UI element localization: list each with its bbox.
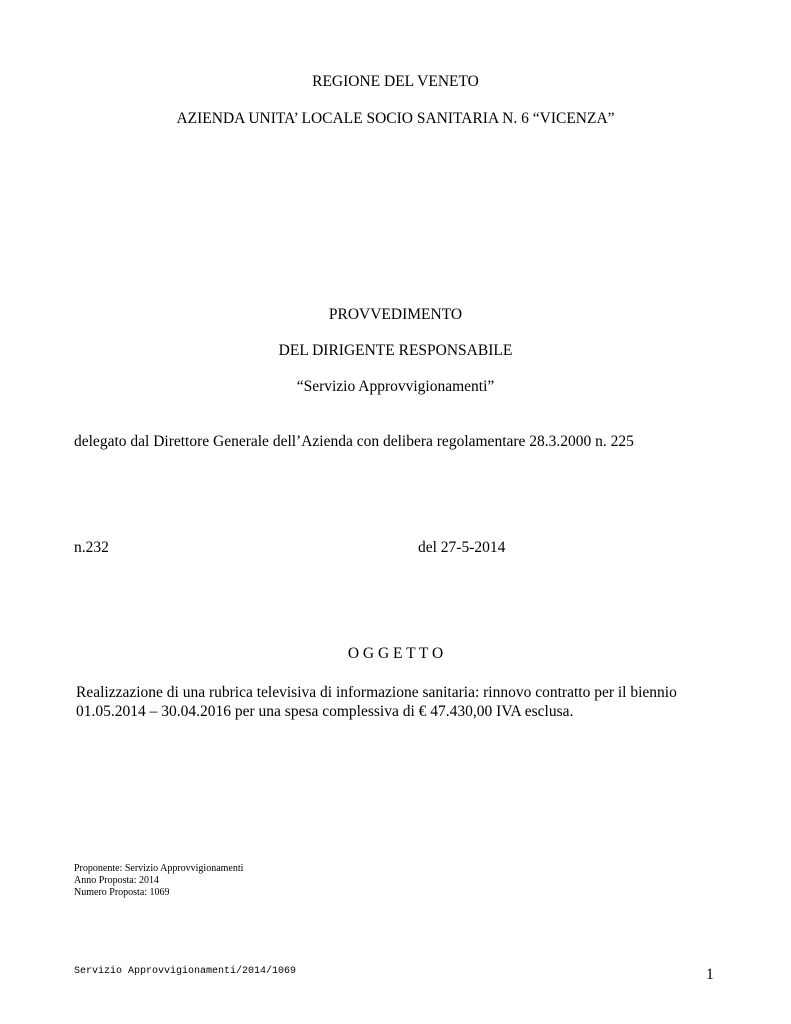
act-number: n.232 [74, 539, 109, 556]
subject-line-2: 01.05.2014 – 30.04.2016 per una spesa complessiva di € 47.430,00 IVA esclusa. [76, 703, 574, 720]
act-date: del 27-5-2014 [418, 539, 506, 556]
proposal-year: Anno Proposta: 2014 [74, 875, 159, 886]
service-title: “Servizio Approvvigionamenti” [296, 378, 495, 395]
subject-heading: O G G E T T O [347, 645, 444, 662]
provision-title: PROVVEDIMENTO [328, 306, 463, 323]
proposal-number: Numero Proposta: 1069 [74, 887, 170, 898]
footer-reference: Servizio Approvvigionamenti/2014/1069 [74, 966, 297, 977]
subject-line-1: Realizzazione di una rubrica televisiva di informazione sanitaria: rinnovo contratto per il biennio [76, 684, 677, 701]
page-number: 1 [706, 966, 714, 983]
proponent-text: Proponente: Servizio Approvvigionamenti [74, 863, 244, 874]
delegation-text: delegato dal Direttore Generale dell’Azienda con delibera regolamentare 28.3.2000 n. 225 [74, 433, 634, 450]
agency-heading: AZIENDA UNITA’ LOCALE SOCIO SANITARIA N. 6 “VICENZA” [176, 110, 615, 127]
manager-title: DEL DIRIGENTE RESPONSABILE [278, 342, 513, 359]
region-heading: REGIONE DEL VENETO [312, 73, 479, 90]
